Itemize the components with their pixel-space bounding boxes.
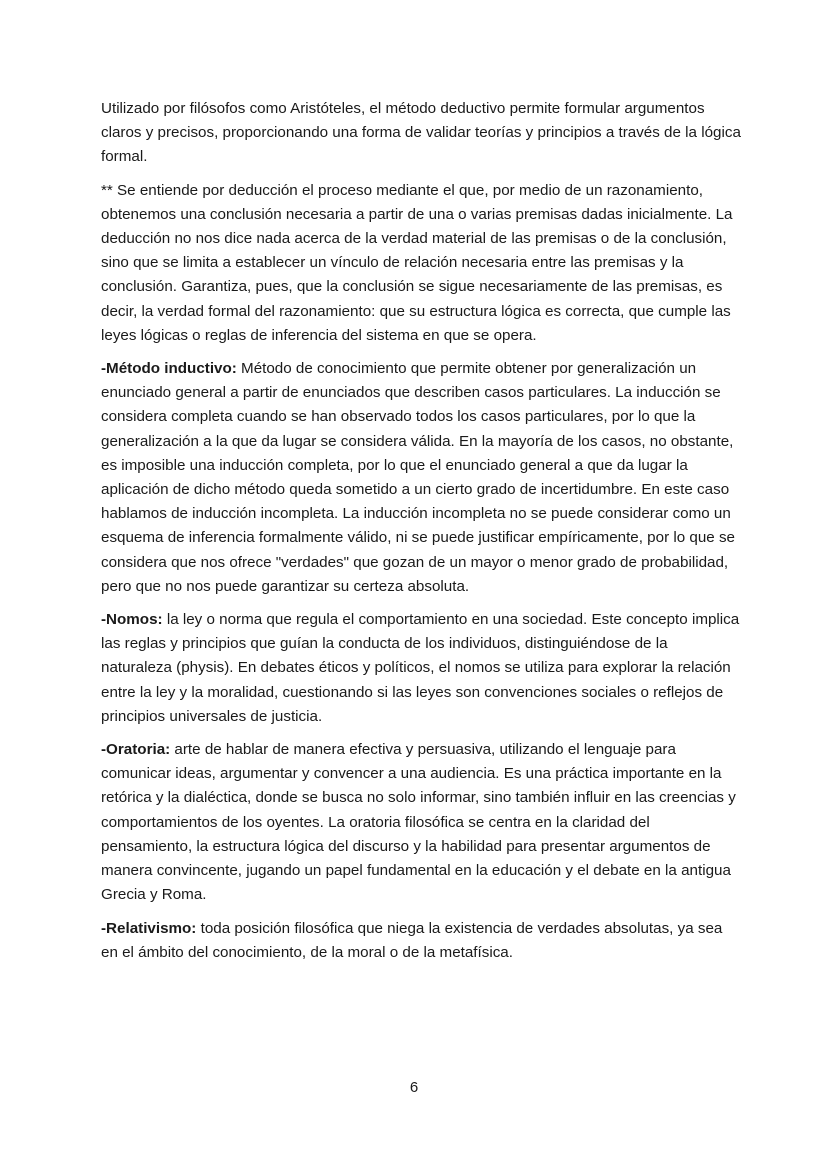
term-inductive-method: -Método inductivo: [101,360,237,378]
paragraph-deductive-method-summary [101,97,741,170]
term-nomos: -Nomos: [101,611,163,629]
paragraph-inductive-method [101,357,741,599]
document-body [101,97,741,974]
paragraph-nomos [101,608,741,729]
paragraph-deduction-definition [101,179,741,348]
paragraph-text: Utilizado por filósofos como Aristóteles, el método deductivo permite formular argumentos claros y precisos, proporcionando una forma de validar teorías y principios a través de la lógica formal. [101,100,741,166]
page-number: 6 [409,1079,419,1096]
paragraph-text: ** Se entiende por deducción el proceso mediante el que, por medio de un razonamiento, obtenemos una conclusión necesaria a partir de una o varias premisas dadas inicialmente. La deducción no nos dice nada acerca de la verdad material de las premisas o de la conclusión, sino que se limita a establecer un vínculo de relación necesaria entre las premisas y la conclusión. Garantiza, pues, que la conclusión se sigue necesariamente de las premisas, es decir, la verdad formal del razonamiento: que su estructura lógica es correcta, que cumple las leyes lógicas o reglas de inferencia del sistema en que se opera. [101,181,733,344]
paragraph-oratoria [101,738,741,907]
paragraph-text: Método de conocimiento que permite obtener por generalización un enunciado general a partir de enunciados que describen casos particulares. La inducción se considera completa cuando se han observado todos los casos particulares, por lo que la generalización a la que da lugar se considera válida. En la mayoría de los casos, no obstante, es imposible una inducción completa, por lo que el enunciado general a que da lugar la aplicación de dicho método queda sometido a un cierto grado de incertidumbre. En este caso hablamos de inducción incompleta. La inducción incompleta no se puede considerar como un esquema de inferencia formalmente válido, ni se puede justificar empíricamente, por lo que se considera que nos ofrece "verdades" que gozan de un mayor o menor grado de probabilidad, pero que no nos puede garantizar su certeza absoluta. [101,360,735,595]
paragraph-text: toda posición filosófica que niega la existencia de verdades absolutas, ya sea en el ámbito del conocimiento, de la moral o de la metafísica. [101,919,723,961]
paragraph-text: la ley o norma que regula el comportamiento en una sociedad. Este concepto implica las reglas y principios que guían la conducta de los individuos, distinguiéndose de la naturaleza (physis). En debates éticos y políticos, el nomos se utiliza para explorar la relación entre la ley y la moralidad, cuestionando si las leyes son convenciones sociales o reflejos de principios universales de justicia. [101,611,740,725]
term-relativismo: -Relativismo: [101,919,197,937]
paragraph-relativismo [101,917,741,965]
paragraph-text: arte de hablar de manera efectiva y persuasiva, utilizando el lenguaje para comunicar ideas, argumentar y convencer a una audiencia. Es una práctica importante en la retórica y la dialéctica, donde se busca no solo informar, sino también influir en las creencias y comportamientos de los oyentes. La oratoria filosófica se centra en la claridad del pensamiento, la estructura lógica del discurso y la habilidad para presentar argumentos de manera convincente, jugando un papel fundamental en la educación y el debate en la antigua Grecia y Roma. [101,741,736,904]
term-oratoria: -Oratoria: [101,741,171,759]
